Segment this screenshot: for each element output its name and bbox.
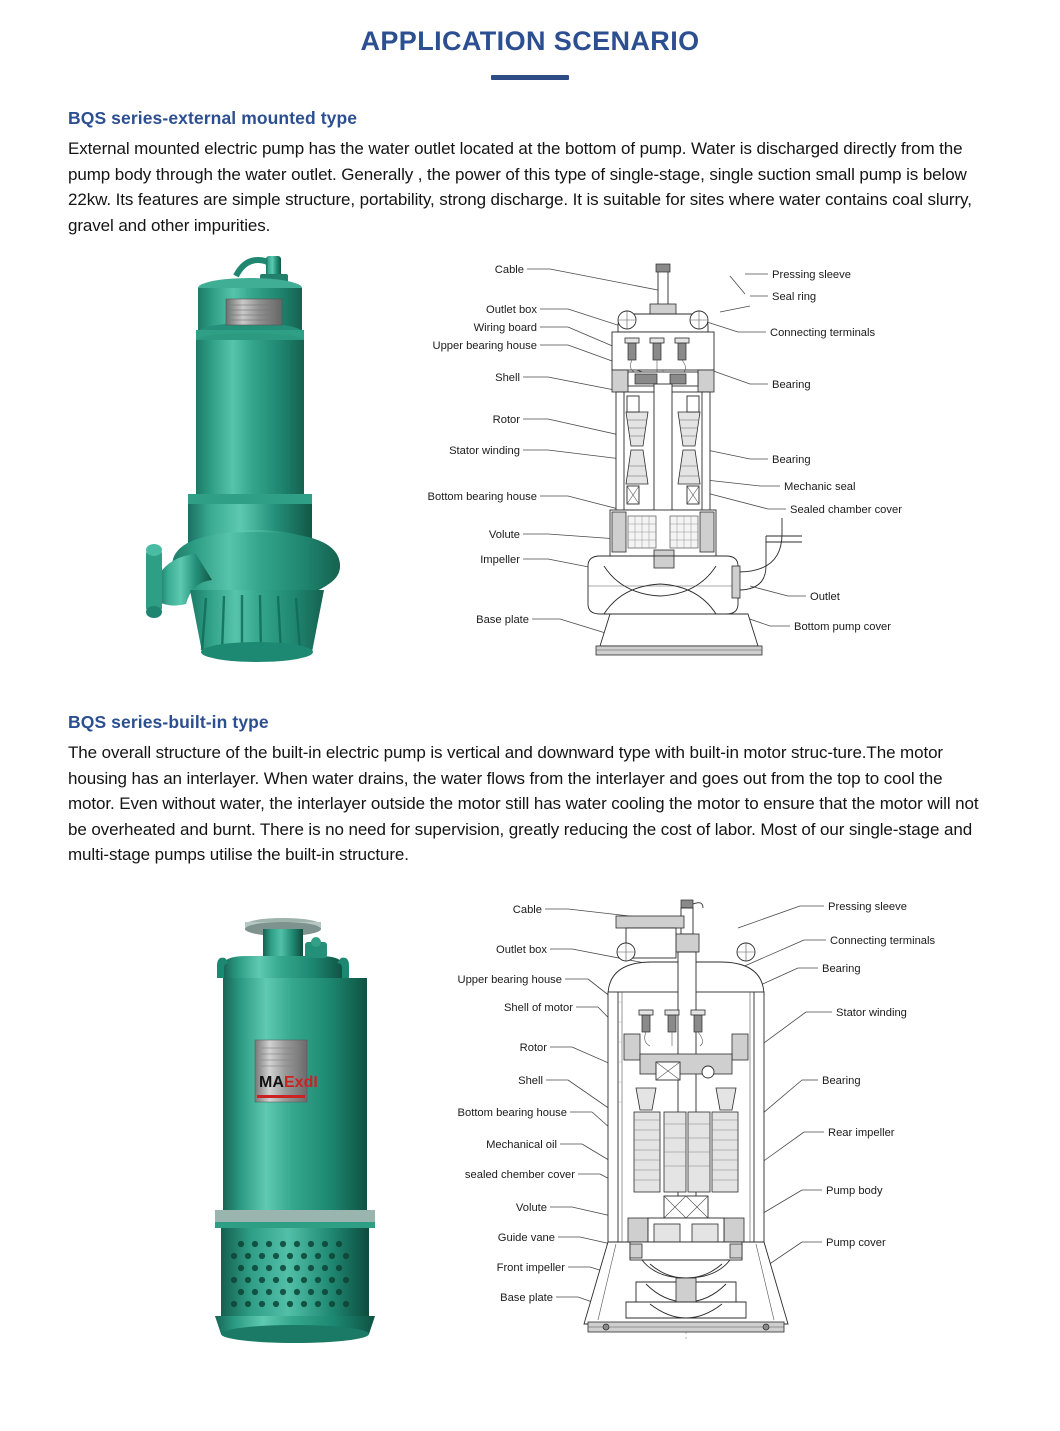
section-heading-external: BQS series-external mounted type [68, 108, 358, 128]
built-in-pump-photo [185, 892, 405, 1352]
label2-right-6: Pump body [826, 1184, 883, 1197]
label2-left-6: Bottom bearing house [457, 1106, 567, 1119]
label-right-3: Bearing [772, 379, 811, 391]
label2-left-10: Guide vane [497, 1231, 555, 1244]
label2-right-0: Pressing sleeve [828, 900, 907, 913]
label2-left-4: Rotor [519, 1041, 547, 1054]
label-right-5: Mechanic seal [784, 481, 856, 493]
label-left-1: Outlet box [486, 304, 537, 316]
nameplate-exdi-text: ExdI [284, 1073, 318, 1091]
section-built-in [0, 712, 1060, 868]
label2-right-5: Rear impeller [828, 1126, 895, 1139]
label-right-8: Bottom pump cover [794, 621, 892, 633]
section-heading-built-in: BQS series-built-in type [68, 712, 269, 732]
label2-left-1: Outlet box [496, 943, 547, 956]
label2-right-2: Bearing [822, 962, 861, 975]
label-left-5: Rotor [492, 414, 520, 426]
label-right-7: Outlet [810, 591, 840, 603]
label-left-6: Stator winding [449, 445, 520, 457]
section-body-external: External mounted electric pump has the water outlet located at the bottom of pump. Water is discharged directly from the pump body through the water outlet. Generally , the power of this type of single-stage, single suction small pump is below 22kw. Its features are simple structure, portability, strong discharge. It is suitable for sites where water contains coal slurry, gravel and other impurities. [68, 139, 972, 235]
label2-left-2: Upper bearing house [457, 973, 562, 986]
label-right-6: Sealed chamber cover [790, 504, 902, 516]
label2-right-4: Bearing [822, 1074, 861, 1087]
label2-left-3: Shell of motor [503, 1001, 573, 1014]
label-left-3: Upper bearing house [432, 340, 537, 352]
label2-left-7: Mechanical oil [486, 1138, 557, 1151]
figure-row-built-in [0, 892, 1060, 1362]
built-in-pump-cross-section [420, 892, 1020, 1352]
label-left-7: Bottom bearing house [427, 491, 537, 503]
section-external-mounted [0, 108, 1060, 238]
label2-right-3: Stator winding [836, 1006, 907, 1019]
nameplate-ma-text: MA [259, 1073, 284, 1091]
section-body-built-in: The overall structure of the built-in electric pump is vertical and downward type with built-in motor struc-ture.The motor housing has an interlayer. When water drains, the water flows from the interlayer and goes out from the top to cool the motor. Even without water, the interlayer outside the motor still has water cooling the motor to ensure that the motor will not be overheated and burnt. There is no need for supervision, greatly reducing the cost of labor. Most of our single-stage and multi-stage pumps utilise the built-in structure. [68, 743, 979, 864]
label2-left-0: Cable [512, 903, 542, 916]
label2-left-5: Shell [518, 1074, 543, 1087]
label2-right-1: Connecting terminals [830, 934, 936, 947]
title-divider [491, 75, 569, 80]
label-right-2: Connecting terminals [770, 327, 876, 339]
label-left-8: Volute [488, 529, 520, 541]
label2-left-8: sealed chember cover [464, 1168, 575, 1181]
label-left-4: Shell [495, 372, 520, 384]
label2-left-11: Front impeller [496, 1261, 565, 1274]
label-right-4: Bearing [772, 454, 811, 466]
label-left-10: Base plate [476, 614, 529, 626]
label2-left-12: Base plate [500, 1291, 553, 1304]
label-left-2: Wiring board [473, 322, 537, 334]
label-left-9: Impeller [480, 554, 520, 566]
external-mounted-pump-photo [140, 254, 410, 674]
label2-right-7: Pump cover [826, 1236, 886, 1249]
label-right-0: Pressing sleeve [772, 269, 851, 281]
label-right-1: Seal ring [772, 291, 817, 303]
label2-left-9: Volute [515, 1201, 547, 1214]
label-left-0: Cable [494, 264, 524, 276]
page-title: APPLICATION SCENARIO [360, 26, 700, 56]
figure-row-external [0, 254, 1060, 684]
external-mounted-pump-cross-section [420, 254, 1000, 674]
